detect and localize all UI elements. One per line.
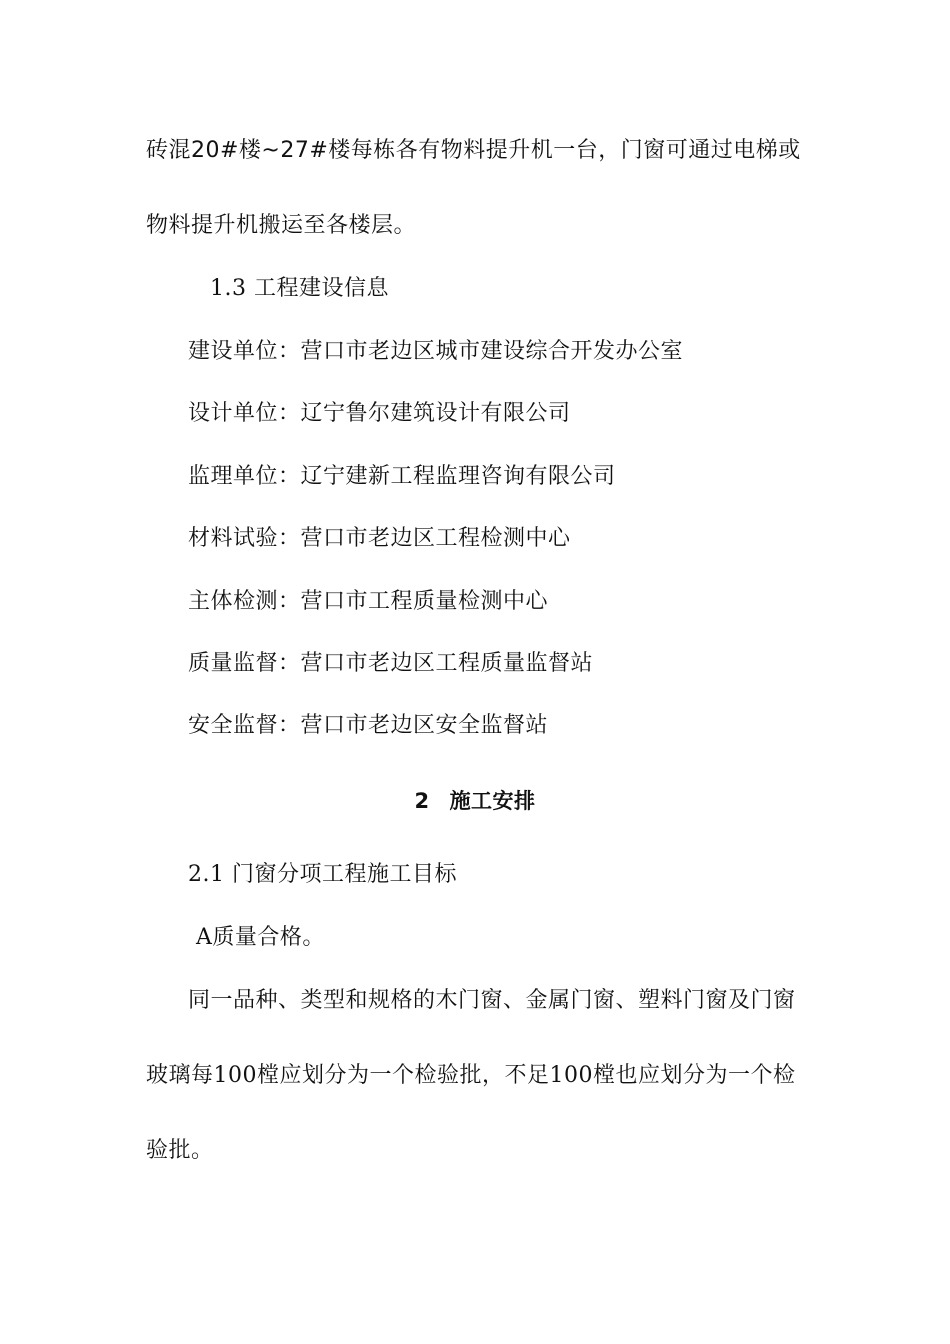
info-line-quality-supervision: 质量监督：营口市老边区工程质量监督站 — [188, 651, 594, 676]
info-line-supervision-unit: 监理单位：辽宁建新工程监理咨询有限公司 — [188, 464, 616, 489]
paragraph-line: 玻璃每100樘应划分为一个检验批，不足100樘也应划分为一个检 — [146, 1063, 796, 1088]
info-line-safety-supervision: 安全监督：营口市老边区安全监督站 — [188, 713, 549, 738]
paragraph-line: 验批。 — [146, 1138, 214, 1163]
quality-statement: A质量合格。 — [196, 925, 325, 950]
chapter-title: 施工安排 — [449, 789, 536, 813]
section-heading-1-3: 1.3 工程建设信息 — [210, 276, 389, 301]
info-line-material-testing: 材料试验：营口市老边区工程检测中心 — [188, 526, 571, 551]
chapter-number: 2 — [414, 789, 430, 813]
section-heading-2-1: 2.1 门窗分项工程施工目标 — [188, 862, 457, 887]
info-line-design-unit: 设计单位：辽宁鲁尔建筑设计有限公司 — [188, 401, 571, 426]
paragraph-line: 砖混20#楼~27#楼每栋各有物料提升机一台，门窗可通过电梯或 — [146, 138, 801, 163]
info-line-structure-testing: 主体检测：营口市工程质量检测中心 — [188, 589, 549, 614]
info-line-construction-unit: 建设单位：营口市老边区城市建设综合开发办公室 — [188, 339, 684, 364]
paragraph-line: 同一品种、类型和规格的木门窗、金属门窗、塑料门窗及门窗 — [188, 988, 796, 1013]
paragraph-line: 物料提升机搬运至各楼层。 — [146, 213, 417, 238]
chapter-heading — [0, 786, 950, 816]
